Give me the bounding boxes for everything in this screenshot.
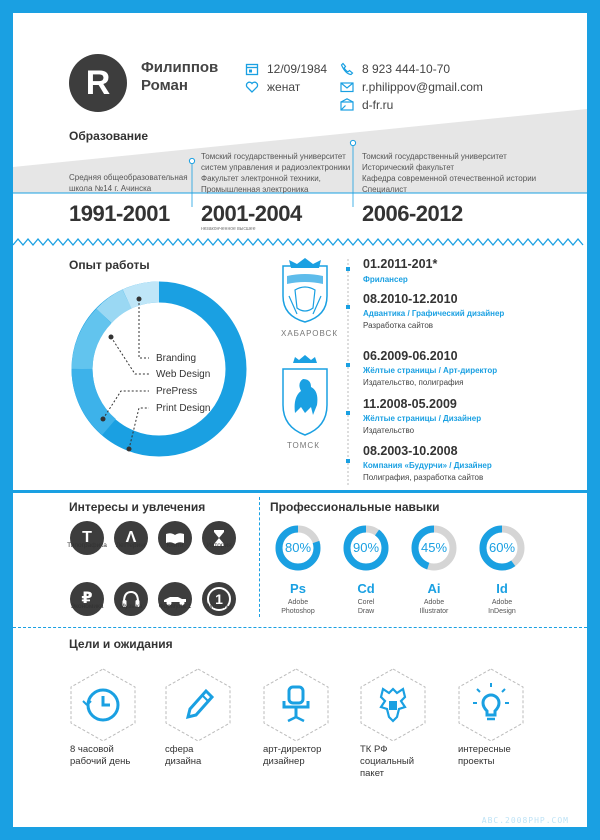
experience-timeline: [343, 257, 357, 487]
resume-page: [13, 13, 587, 827]
envelope-icon: [340, 80, 354, 94]
goal-label: арт-директор дизайнер: [263, 744, 322, 767]
interest-label: Книги: [166, 542, 184, 549]
interest-label: Музыка: [119, 603, 143, 610]
education-entry-2-text: Томский государственный университет систем управления и радиоэлектроники Факультет электронной техники, Промышленная электроника: [201, 152, 351, 194]
interests-title: Интересы и увлечения: [69, 500, 206, 514]
job-2-role: Адвантика / Графический дизайнер: [363, 309, 505, 318]
job-4-desc: Издательство: [363, 426, 415, 435]
lettering-icon: Λ: [114, 521, 148, 555]
ruble-icon: ₽: [70, 582, 104, 616]
job-3-desc: Издательство, полиграфия: [363, 378, 464, 387]
education-years-2: 2001-2004: [201, 201, 302, 226]
job-5-date: 08.2003-10.2008: [363, 444, 458, 458]
goal-label: сфера дизайна: [165, 744, 202, 767]
skill-abbr: Cd: [357, 581, 375, 596]
skill-name: Adobe InDesign: [488, 599, 516, 615]
skill-percent: 60%: [488, 540, 516, 555]
lightbulb-icon: [456, 667, 526, 743]
donut-segment-web-design: [104, 299, 127, 316]
skill-abbr: Id: [496, 581, 508, 596]
job-2-desc: Разработка сайтов: [363, 321, 434, 330]
interest-label: Экономика: [70, 603, 104, 610]
job-5-role: Компания «Будурчи» / Дизайнер: [363, 461, 492, 470]
interests-skills-divider: [259, 497, 260, 617]
goals-divider: [13, 627, 587, 628]
coin-icon: 1: [202, 582, 236, 616]
education-years-3: 2006-2012: [362, 201, 463, 226]
job-3-date: 06.2009-06.2010: [363, 349, 458, 363]
skill-percent: 80%: [284, 540, 312, 555]
education-entry-1-text: Средняя общеобразовательная школа №14 г. Ачинска: [69, 173, 188, 193]
skills-title: Профессиональные навыки: [270, 500, 440, 514]
skill-percent: 90%: [352, 540, 380, 555]
zigzag-divider: [13, 237, 587, 247]
skill-percent: 45%: [420, 540, 448, 555]
calendar-icon: [245, 62, 259, 76]
interest-label: Монеты: [207, 603, 231, 610]
donut-label-branding: Branding: [156, 353, 197, 364]
skill-name: Adobe Illustrator: [419, 599, 449, 615]
website-link[interactable]: d-fr.ru: [362, 98, 394, 112]
interest-label: Типографика: [67, 542, 107, 549]
experience-title: Опыт работы: [69, 258, 150, 272]
first-name: Роман: [141, 77, 188, 94]
interest-label: Формула 1: [158, 603, 192, 610]
marital-row: [245, 80, 300, 94]
education-years-1: 1991-2001: [69, 201, 170, 226]
surname: Филиппов: [141, 59, 219, 76]
job-2-date: 08.2010-12.2010: [363, 292, 458, 306]
interest-label: Леттеринг: [115, 542, 147, 549]
job-1-date: 01.2011-201*: [363, 257, 438, 271]
skill-name: Adobe Photoshop: [281, 599, 315, 615]
phone-number[interactable]: 8 923 444-10-70: [362, 62, 451, 76]
watermark: ABC.2008PHP.COM: [481, 816, 569, 825]
education-note-2: незаконченное высшее: [201, 226, 256, 232]
goals-title: Цели и ожидания: [69, 637, 173, 651]
donut-label-web-design: Web Design: [156, 369, 211, 380]
heart-icon: [245, 80, 259, 94]
race-car-icon: [158, 582, 192, 616]
city-tomsk: ТОМСК: [287, 441, 320, 450]
donut-segment-prepress: [82, 316, 104, 369]
birthdate: 12/09/1984: [267, 62, 328, 76]
skill-abbr: Ps: [290, 581, 306, 596]
book-icon: [158, 521, 192, 555]
birthdate-row: [245, 62, 327, 76]
typography-icon: T: [70, 521, 104, 555]
city-khabarovsk: ХАБАРОВСК: [281, 329, 338, 338]
job-4-role: Жёлтые страницы / Дизайнер: [363, 414, 482, 423]
interest-label: История: [206, 542, 232, 549]
goal-label: интересные проекты: [458, 744, 511, 767]
education-entry-3-text: Томский государственный университет Исторический факультет Кафедра современной отечественной истории Специалист: [362, 152, 537, 194]
hourglass-icon: [202, 521, 236, 555]
skill-name: Corel Draw: [357, 599, 375, 615]
office-chair-icon: [261, 667, 331, 743]
job-4-date: 11.2008-05.2009: [363, 397, 457, 411]
clock-icon: [68, 667, 138, 743]
email-row: [340, 80, 483, 94]
khabarovsk-coat-of-arms-icon: [275, 256, 335, 326]
pencil-icon: [163, 667, 233, 743]
donut-label-prepress: PrePress: [156, 386, 198, 397]
education-title: Образование: [69, 129, 149, 143]
donut-label-print-design: Print Design: [156, 403, 211, 414]
job-5-desc: Полиграфия, разработка сайтов: [363, 473, 484, 482]
email-link[interactable]: r.philippov@gmail.com: [362, 80, 483, 94]
skill-abbr: Ai: [427, 581, 441, 596]
phone-row: [340, 62, 450, 76]
goal-label: 8 часовой рабочий день: [70, 744, 131, 767]
goal-label: ТК РФ социальный пакет: [360, 744, 415, 779]
job-1-role: Фрилансер: [363, 275, 408, 284]
job-3-role: Жёлтые страницы / Арт-директор: [363, 366, 498, 375]
phone-icon: [340, 62, 354, 76]
section-divider: [13, 490, 587, 493]
marital-status: женат: [267, 80, 301, 94]
logo-avatar: R: [69, 54, 127, 112]
headphones-icon: [114, 582, 148, 616]
donut-segment-branding: [127, 292, 159, 299]
tomsk-coat-of-arms-icon: [277, 353, 333, 441]
coat-of-arms-icon: [358, 667, 428, 743]
